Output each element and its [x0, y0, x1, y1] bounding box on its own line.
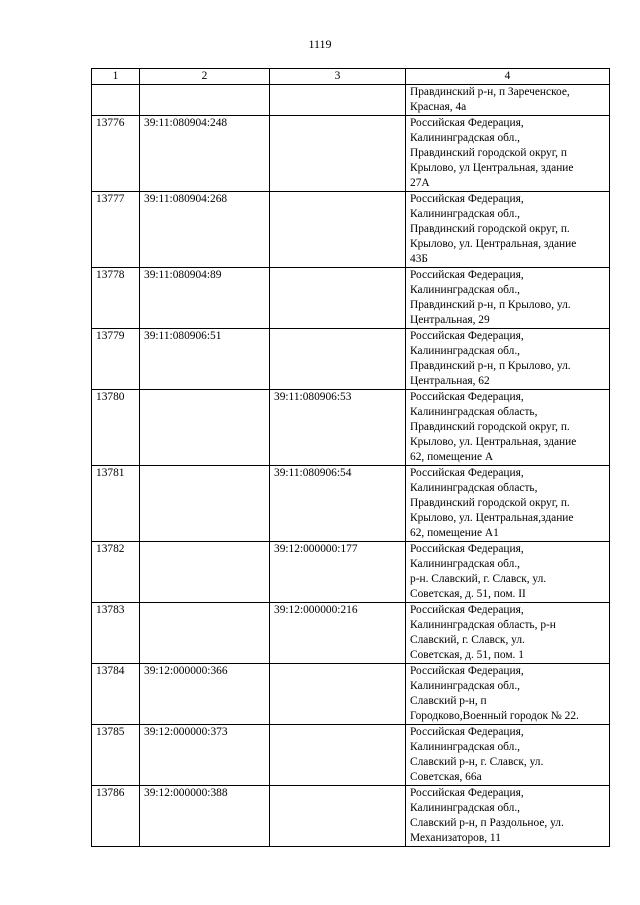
address: Российская Федерация, Калининградская обл., Славский р-н, п Раздольное, ул. Механизаторов, 11: [406, 786, 610, 847]
row-number: 13780: [92, 390, 140, 466]
row-number: 13786: [92, 786, 140, 847]
table-row: [92, 786, 610, 847]
address: Правдинский р-н, п Зареченское, Красная, 4а: [406, 85, 610, 116]
cadastral-number-alt: [270, 664, 406, 725]
row-number: 13779: [92, 329, 140, 390]
address: Российская Федерация, Калининградская область, Правдинский городской округ, п. Крылово, ул. Центральная, здание 62, помещение А: [406, 390, 610, 466]
row-number: 13782: [92, 542, 140, 603]
row-number: 13784: [92, 664, 140, 725]
table-row: [92, 85, 610, 116]
address: Российская Федерация, Калининградская обл., Правдинский городской округ, п. Крылово, ул. Центральная, здание 43Б: [406, 192, 610, 268]
table-header-row: [92, 69, 610, 85]
table-row: [92, 603, 610, 664]
cadastral-number-alt: [270, 786, 406, 847]
cadastral-number: [140, 85, 270, 116]
cadastral-number-alt: [270, 329, 406, 390]
address: Российская Федерация, Калининградская обл., Правдинский городской округ, п Крылово, ул Центральная, здание 27А: [406, 116, 610, 192]
address: Российская Федерация, Калининградская область, р-н Славский, г. Славск, ул. Советская, д. 51, пом. 1: [406, 603, 610, 664]
table-row: [92, 466, 610, 542]
cadastral-number-alt: [270, 725, 406, 786]
cadastral-number: [140, 390, 270, 466]
address: Российская Федерация, Калининградская обл., Славский р-н, г. Славск, ул. Советская, 66а: [406, 725, 610, 786]
cadastral-number: 39:12:000000:388: [140, 786, 270, 847]
address: Российская Федерация, Калининградская обл., Правдинский р-н, п Крылово, ул. Центральная, 29: [406, 268, 610, 329]
table-body: [92, 85, 610, 847]
cadastral-number: [140, 603, 270, 664]
table-row: [92, 664, 610, 725]
row-number: 13781: [92, 466, 140, 542]
table-row: [92, 329, 610, 390]
cadastral-number-alt: [270, 116, 406, 192]
table-row: [92, 116, 610, 192]
cadastral-number: 39:11:080904:89: [140, 268, 270, 329]
cadastral-number-alt: [270, 192, 406, 268]
table-row: [92, 542, 610, 603]
cadastral-number: 39:11:080904:248: [140, 116, 270, 192]
row-number: 13776: [92, 116, 140, 192]
table-row: [92, 192, 610, 268]
address: Российская Федерация, Калининградская обл., Правдинский р-н, п Крылово, ул. Центральная, 62: [406, 329, 610, 390]
header-col-4: 4: [406, 69, 610, 85]
header-col-2: 2: [140, 69, 270, 85]
cadastral-number-alt: 39:11:080906:53: [270, 390, 406, 466]
cadastral-number-alt: [270, 85, 406, 116]
page-number: 1119: [308, 37, 332, 51]
cadastral-number-alt: 39:12:000000:216: [270, 603, 406, 664]
header-col-3: 3: [270, 69, 406, 85]
cadastral-number: 39:11:080904:268: [140, 192, 270, 268]
cadastral-number: [140, 542, 270, 603]
cadastral-number-alt: 39:11:080906:54: [270, 466, 406, 542]
cadastral-number: 39:12:000000:366: [140, 664, 270, 725]
cadastral-number: [140, 466, 270, 542]
row-number: [92, 85, 140, 116]
cadastral-number: 39:11:080906:51: [140, 329, 270, 390]
registry-table: [91, 68, 610, 847]
row-number: 13777: [92, 192, 140, 268]
address: Российская Федерация, Калининградская обл., р-н. Славский, г. Славск, ул. Советская, д. 51, пом. II: [406, 542, 610, 603]
cadastral-number-alt: 39:12:000000:177: [270, 542, 406, 603]
table-row: [92, 390, 610, 466]
row-number: 13778: [92, 268, 140, 329]
table-row: [92, 268, 610, 329]
address: Российская Федерация, Калининградская обл., Славский р-н, п Городково,Военный городок № 22.: [406, 664, 610, 725]
cadastral-number: 39:12:000000:373: [140, 725, 270, 786]
row-number: 13785: [92, 725, 140, 786]
row-number: 13783: [92, 603, 140, 664]
header-col-1: 1: [92, 69, 140, 85]
address: Российская Федерация, Калининградская область, Правдинский городской округ, п. Крылово, ул. Центральная,здание 62, помещение А1: [406, 466, 610, 542]
cadastral-number-alt: [270, 268, 406, 329]
table-row: [92, 725, 610, 786]
